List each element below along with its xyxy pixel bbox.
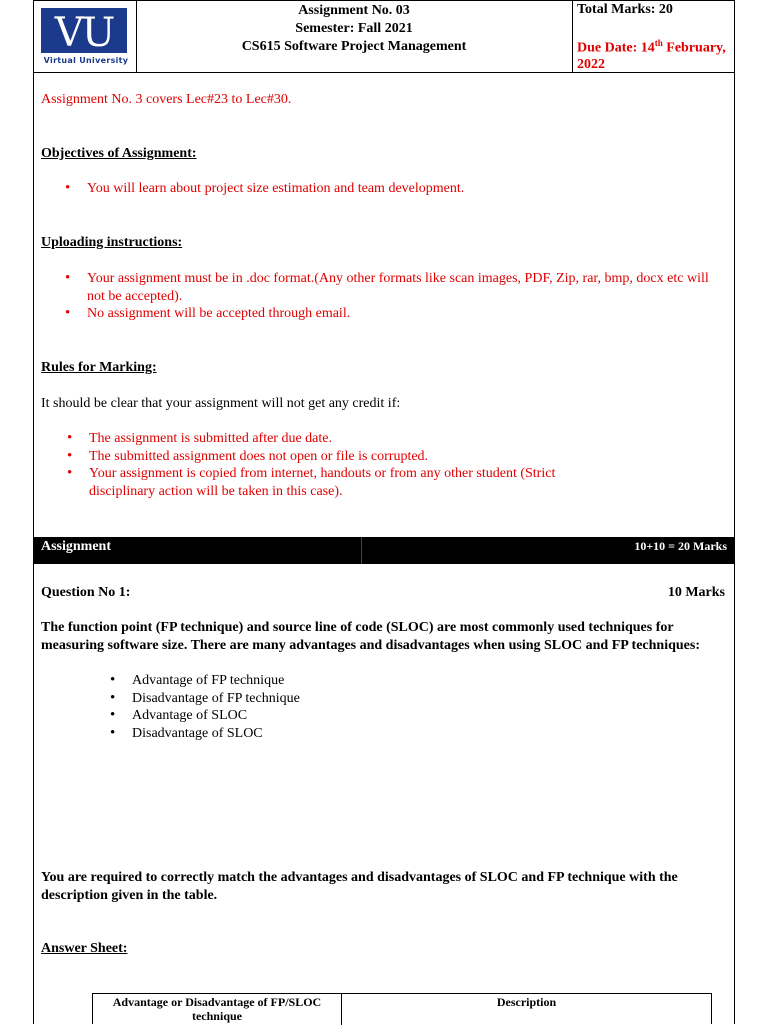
question-instruction: You are required to correctly match the advantages and disadvantages of SLOC and FP technique with the description given in the table. <box>41 870 678 903</box>
logo-cell <box>34 1 137 73</box>
vu-logo-icon <box>41 8 127 53</box>
list-item: • Disadvantage of SLOC <box>132 725 532 743</box>
answer-sheet-heading: Answer Sheet: <box>41 941 128 956</box>
list-item: • Your assignment is copied from internet, handouts or from any other student (Strict disciplinary action will be taken in this case). <box>89 465 569 500</box>
logo-mark: VU <box>54 10 114 53</box>
assignment-bar-marks: 10+10 = 20 Marks <box>634 539 727 553</box>
due-date-sup: th <box>654 38 663 48</box>
document-page <box>33 0 735 1024</box>
list-item: • Advantage of SLOC <box>132 707 532 725</box>
question-list <box>132 672 532 742</box>
assignment-bar-title: Assignment <box>41 539 112 554</box>
answer-col-header-description: Description <box>496 995 557 1009</box>
list-item: • Advantage of FP technique <box>132 672 532 690</box>
due-date-day: Due Date: 14 <box>577 40 655 56</box>
list-item: • No assignment will be accepted through email. <box>87 305 729 323</box>
rules-intro: It should be clear that your assignment will not get any credit if: <box>41 396 401 411</box>
assignment-bar <box>34 537 734 564</box>
vu-logo <box>41 8 127 53</box>
rules-list <box>89 430 569 500</box>
list-item: • Disadvantage of FP technique <box>132 690 532 708</box>
header-table <box>34 0 734 73</box>
list-item: • The submitted assignment does not open or file is corrupted. <box>89 448 569 466</box>
list-item: • Your assignment must be in .doc format.(Any other formats like scan images, PDF, Zip, rar, bmp, docx etc will not be accepted). <box>87 270 729 305</box>
total-marks: Total Marks: 20 <box>577 2 673 17</box>
uploading-heading: Uploading instructions: <box>41 235 183 250</box>
course-title: CS615 Software Project Management <box>241 39 467 54</box>
objectives-heading: Objectives of Assignment: <box>41 146 197 161</box>
question-text: The function point (FP technique) and source line of code (SLOC) are most commonly used techniques for measuring software size. There are many advantages and disadvantages when using SLOC and FP techniques: <box>41 620 700 653</box>
question-title: Question No 1: <box>41 585 131 600</box>
logo-caption: Virtual University <box>43 56 129 65</box>
header-marks-cell <box>572 1 734 73</box>
list-item: • You will learn about project size estimation and team development. <box>87 180 727 198</box>
answer-table <box>92 993 712 1024</box>
semester: Semester: Fall 2021 <box>295 21 413 36</box>
assignment-number: Assignment No. 03 <box>298 3 410 18</box>
list-item: • The assignment is submitted after due date. <box>89 430 569 448</box>
answer-col-header-type: Advantage or Disadvantage of FP/SLOC technique <box>93 994 342 1025</box>
bar-divider <box>361 537 362 564</box>
due-date <box>577 35 730 73</box>
question-marks: 10 Marks <box>667 585 725 600</box>
objectives-list <box>87 180 727 198</box>
rules-heading: Rules for Marking: <box>41 360 157 375</box>
uploading-list <box>87 270 729 323</box>
due-date-rest: February, 2022 <box>577 40 726 72</box>
header-title-cell <box>136 1 572 73</box>
intro-text: Assignment No. 3 covers Lec#23 to Lec#30. <box>41 92 292 107</box>
